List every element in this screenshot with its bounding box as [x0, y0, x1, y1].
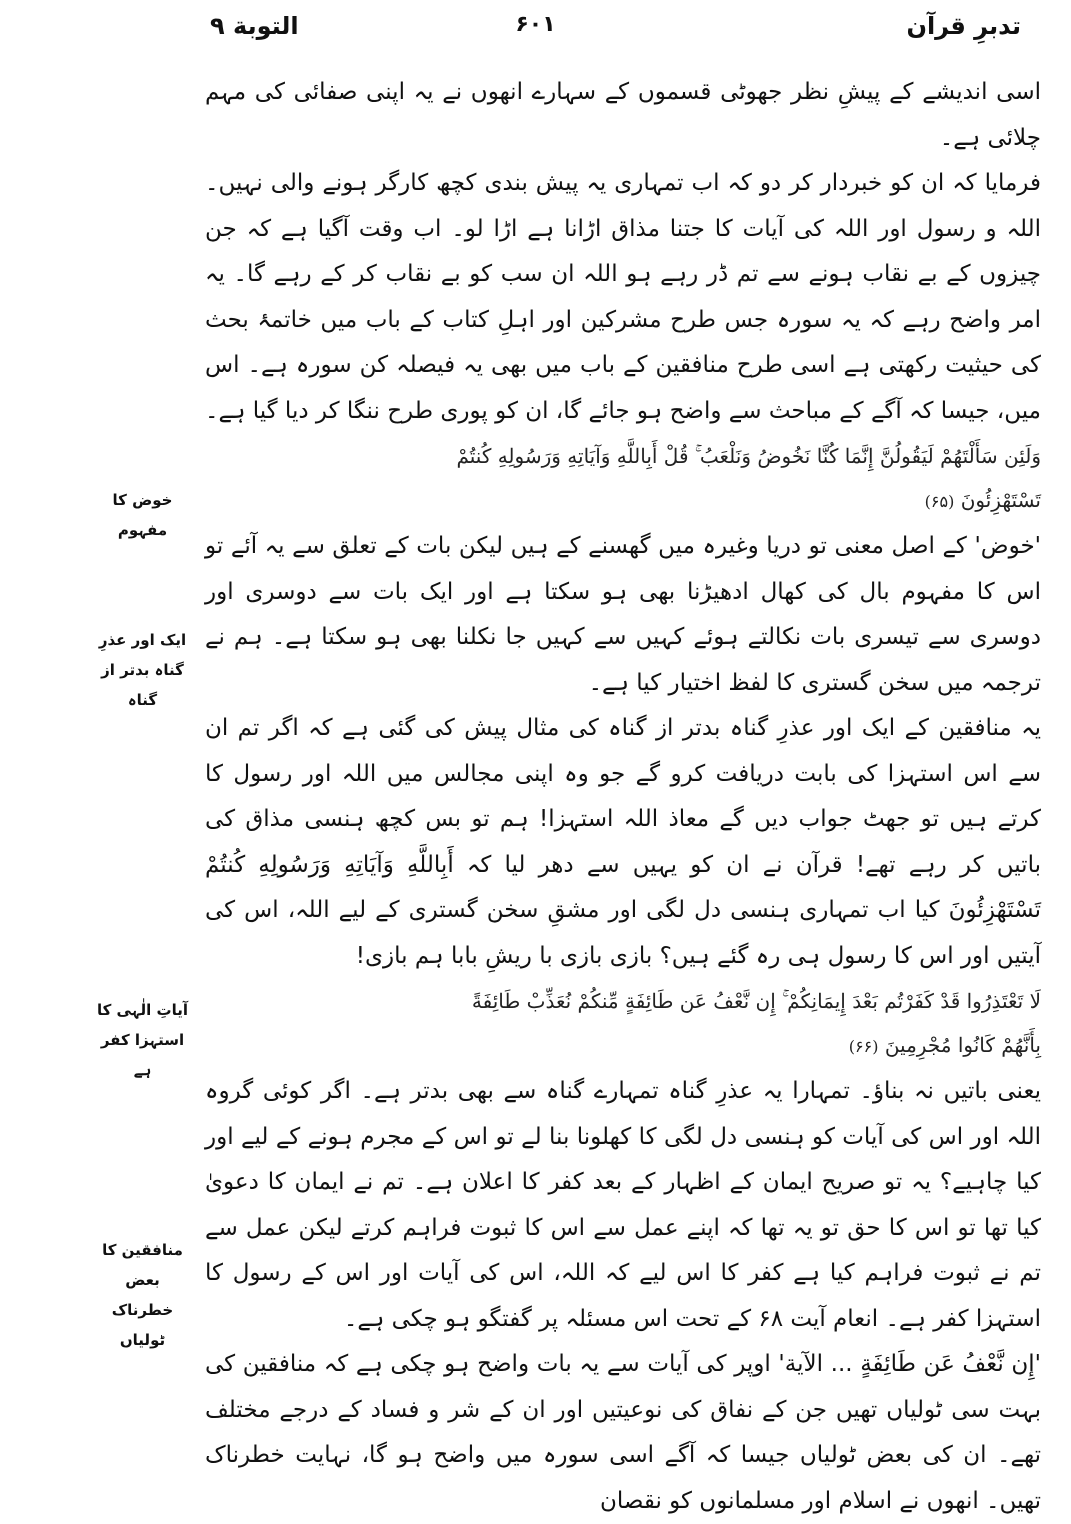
- paragraph-warning: فرمایا کہ ان کو خبردار کر دو کہ اب تمہاری یہ پیش بندی کچھ کارگر ہونے والی نہیں۔ اللہ و رسول اور اللہ کی آیات کا جتنا مذاق اڑانا ہے اڑا لو۔ اب وقت آگیا ہے کہ جن چیزوں کے بے نقاب ہونے سے تم ڈر رہے ہو اللہ ان سب کو بے نقاب کر کے رہے گا۔ یہ امر واضح رہے کہ یہ سورہ جس طرح مشرکین اور اہلِ کتاب کے باب میں خاتمۂ بحث کی حیثیت رکھتی ہے اسی طرح منافقین کے باب میں بھی یہ فیصلہ کن سورہ ہے۔ اس میں، جیسا کہ آگے کے مباحث سے واضح ہو جائے گا، ان کو پوری طرح ننگا کر دیا گیا ہے۔: [204, 170, 1041, 424]
- sidenote-excuse: ایک اور عذرِ گناہ بدتر از گناہ: [98, 631, 187, 709]
- paragraph-factions: 'إِن نَّعْفُ عَن طَائِفَةٍ ... الآية' اوپر کی آیات سے یہ بات واضح ہو چکی ہے کہ منافقین کی بہت سی ٹولیاں تھیں جن کے نفاق کی نوعیتیں اور ان کے شر و فساد کے درجے مختلف تھے۔ ان کی بعض ٹولیاں جیسا کہ آگے اسی سورہ میں واضح ہو گا، نہایت خطرناک تھیں۔ انھوں نے اسلام اور مسلمانوں کو نقصان: [205, 1351, 1041, 1514]
- paragraph-mockery: یعنی باتیں نہ بناؤ۔ تمہارا یہ عذرِ گناہ تمہارے گناہ سے بھی بدتر ہے۔ اگر کوئی گروہ اللہ اور اس کی آیات کو ہنسی دل لگی کا کھلونا بنا لے تو اس کے مجرم ہونے کے لیے اور کیا چاہیے؟ یہ تو صریح ایمان کے اظہار کے بعد کفر کا اعلان ہے۔ تم نے ایمان کا دعویٰ کیا تھا تو اس کا حق تو یہ تھا کہ اپنے عمل سے اس کا ثبوت فراہم کرتے لیکن عمل سے تم نے ثبوت فراہم کیا ہے کفر کا اس لیے کہ اللہ، اس کی آیات اور اس کے رسول کا استہزا کفر ہے۔ انعام آیت ۶۸ کے تحت اس مسئلہ پر گفتگو ہو چکی ہے۔: [205, 1078, 1041, 1332]
- verse-65-text: وَلَئِن سَأَلْتَهُمْ لَيَقُولُنَّ إِنَّمَا كُنَّا نَخُوضُ وَنَلْعَبُ ۚ قُلْ أَبِاللَّهِ وَآيَاتِهِ وَرَسُولِهِ كُنتُمْ: [456, 444, 1041, 468]
- verse-66-text: لَا تَعْتَذِرُوا قَدْ كَفَرْتُم بَعْدَ إِيمَانِكُمْ ۚ إِن نَّعْفُ عَن طَائِفَةٍ مِّنكُمْ نُعَذِّبْ طَائِفَةً: [471, 989, 1041, 1013]
- sidenote-factions: منافقین کا بعض خطرناک ٹولیاں: [102, 1241, 183, 1349]
- page-number: ۶۰۱: [515, 12, 556, 37]
- sidenote-mockery: آیاتِ الٰہی کا استہزا کفر ہے: [96, 1001, 189, 1079]
- sidenote-khawd: خوض کا مفہوم: [112, 491, 173, 539]
- verse-65: [205, 434, 1041, 524]
- surah-name: التوبة ۹: [210, 12, 299, 40]
- verse-66-text-end: بِأَنَّهُمْ كَانُوا مُجْرِمِينَ: [884, 1033, 1041, 1057]
- verse-66: [205, 979, 1041, 1069]
- book-title: تدبرِ قرآن: [906, 12, 1021, 40]
- paragraph-excuse: یہ منافقین کے ایک اور عذرِ گناہ بدتر از گناہ کی مثال پیش کی گئی ہے کہ اگر تم ان سے اس استہزا کی بابت دریافت کرو گے جو وہ اپنی مجالس میں اللہ اور رسول کا کرتے ہیں تو جھٹ جواب دیں گے معاذ اللہ استہزا! ہم تو بس کچھ ہنسی مذاق کی باتیں کر رہے تھے! قرآن نے ان کو یہیں سے دھر لیا کہ أَبِاللَّهِ وَآيَاتِهِ وَرَسُولِهِ كُنتُمْ تَسْتَهْزِئُونَ کیا اب تمہاری ہنسی دل لگی اور مشقِ سخن گستری کے لیے اللہ، اس کی آیتیں اور اس کا رسول ہی رہ گئے ہیں؟ بازی بازی با ریشِ بابا ہم بازی!: [205, 715, 1041, 969]
- verse-65-text-end: تَسْتَهْزِئُونَ: [960, 488, 1041, 512]
- verse-65-number: (۶۵): [924, 492, 955, 511]
- verse-66-number: (۶۶): [848, 1037, 879, 1056]
- paragraph-intro: اسی اندیشے کے پیشِ نظر جھوٹی قسموں کے سہارے انھوں نے یہ اپنی صفائی کی مہم چلائی ہے۔: [205, 79, 1041, 151]
- page-body: [205, 70, 1041, 1524]
- paragraph-khawd: 'خوض' کے اصل معنی تو دریا وغیرہ میں گھسنے کے ہیں لیکن بات کے تعلق سے یہ آئے تو اس کا مفہوم بال کی کھال ادھیڑنا بھی ہو سکتا ہے اور ایک بات سے دوسری اور دوسری سے تیسری بات نکالتے ہوئے کہیں سے کہیں جا نکلنا بھی ہو سکتا ہے۔ ہم نے ترجمہ میں سخن گستری کا لفظ اختیار کیا ہے۔: [205, 533, 1041, 696]
